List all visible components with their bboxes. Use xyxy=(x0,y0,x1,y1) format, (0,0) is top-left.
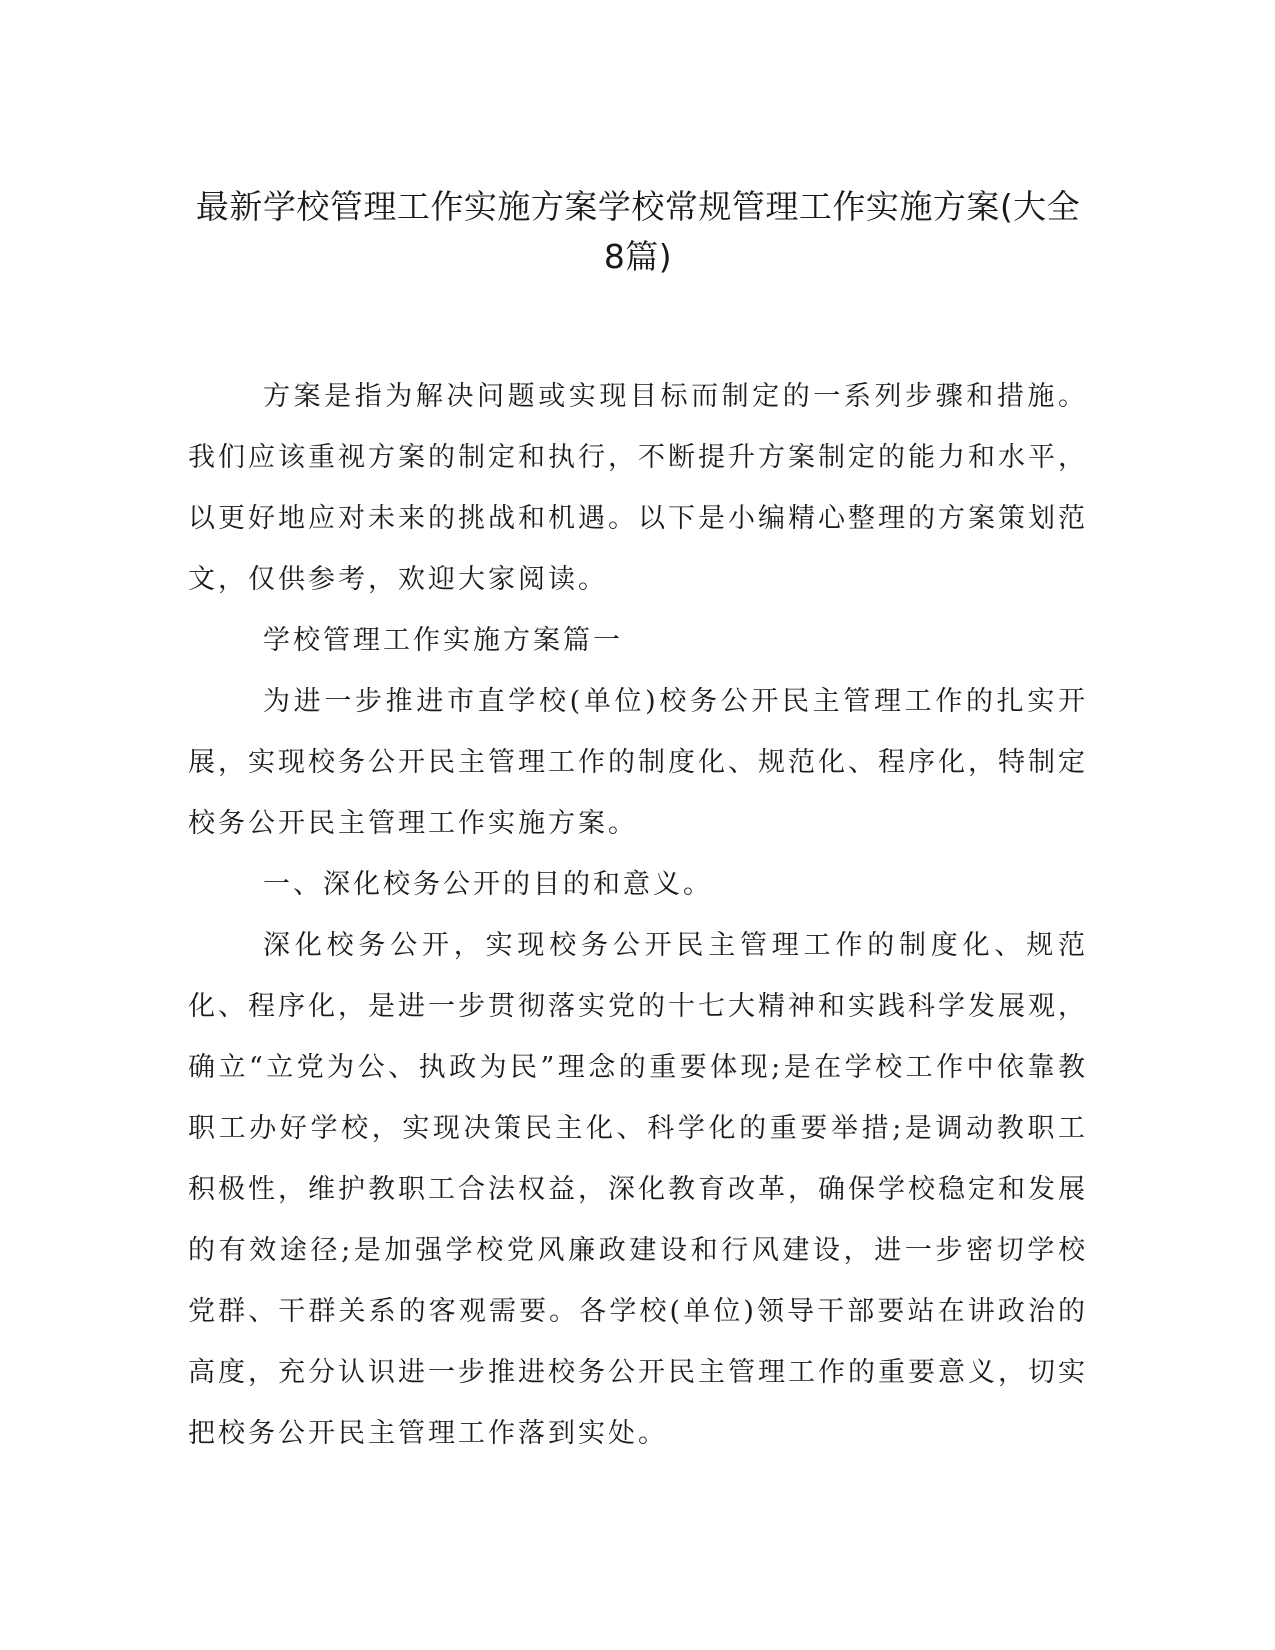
paragraph-intro: 方案是指为解决问题或实现目标而制定的一系列步骤和措施。我们应该重视方案的制定和执行，不断提升方案制定的能力和水平，以更好地应对未来的挑战和机遇。以下是小编精心整理的方案策划范文，仅供参考，欢迎大家阅读。 xyxy=(188,381,1088,595)
document-page xyxy=(188,0,1088,1650)
document-title: 最新学校管理工作实施方案学校常规管理工作实施方案(大全8篇) xyxy=(195,187,1081,276)
section-heading-part-one: 学校管理工作实施方案篇一 xyxy=(263,625,623,656)
paragraph-purpose: 为进一步推进市直学校(单位)校务公开民主管理工作的扎实开展，实现校务公开民主管理工作的制度化、规范化、程序化，特制定校务公开民主管理工作实施方案。 xyxy=(188,686,1088,839)
section-heading-significance: 一、深化校务公开的目的和意义。 xyxy=(263,869,713,900)
paragraph-significance: 深化校务公开，实现校务公开民主管理工作的制度化、规范化、程序化，是进一步贯彻落实党的十七大精神和实践科学发展观，确立“立党为公、执政为民”理念的重要体现;是在学校工作中依靠教职工办好学校，实现决策民主化、科学化的重要举措;是调动教职工积极性，维护教职工合法权益，深化教育改革，确保学校稳定和发展的有效途径;是加强学校党风廉政建设和行风建设，进一步密切学校党群、干群关系的客观需要。各学校(单位)领导干部要站在讲政治的高度，充分认识进一步推进校务公开民主管理工作的重要意义，切实把校务公开民主管理工作落到实处。 xyxy=(188,930,1088,1449)
document-body xyxy=(188,366,1088,1464)
